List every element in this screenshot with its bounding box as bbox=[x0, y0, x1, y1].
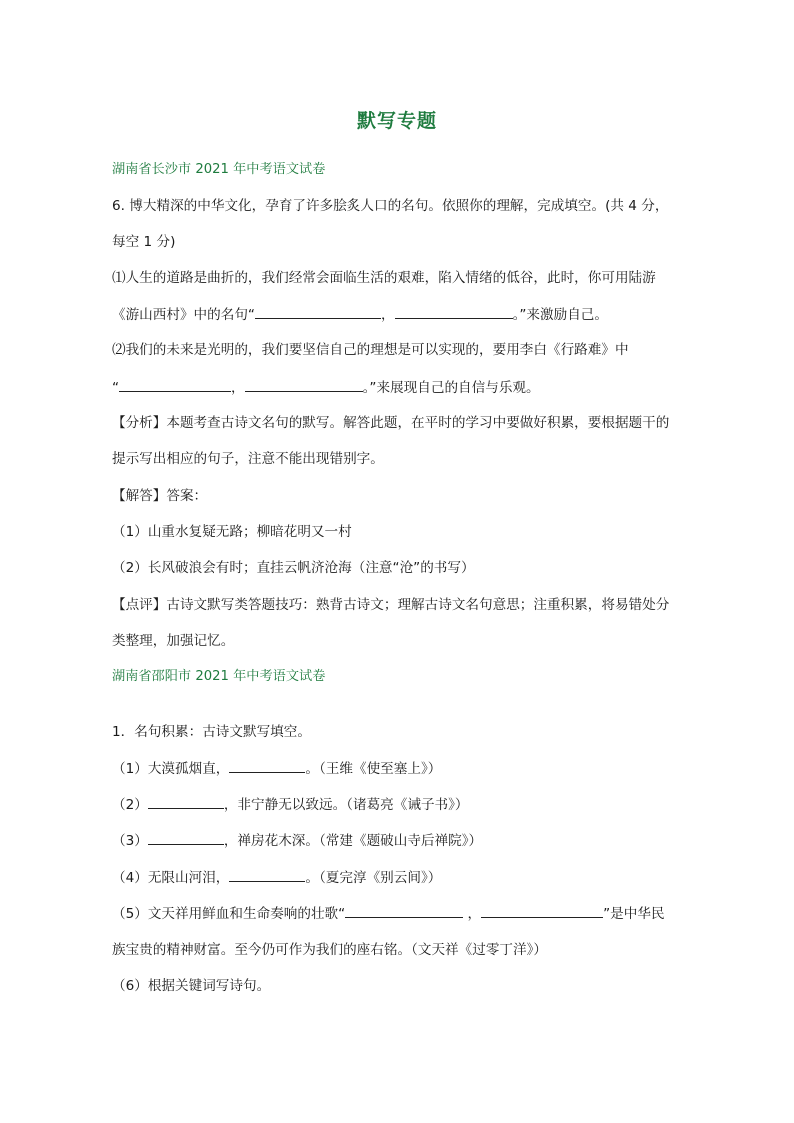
question-1-item-5-line2: 族宝贵的精神财富。至今仍可作为我们的座右铭。（文天祥《过零丁洋》） bbox=[112, 942, 547, 958]
question-6-sub1-line2 bbox=[112, 304, 692, 325]
question-1-item-5-line1 bbox=[112, 903, 692, 924]
text: （5）文天祥用鲜血和生命奏响的壮歌“ bbox=[112, 906, 346, 922]
fill-blank[interactable] bbox=[255, 304, 381, 319]
text: （1）大漠孤烟直， bbox=[112, 761, 230, 777]
text: ， bbox=[380, 307, 395, 323]
analysis-line1: 【分析】本题考查古诗文名句的默写。解答此题，在平时的学习中要做好积累，要根据题干的 bbox=[112, 415, 670, 431]
fill-blank[interactable] bbox=[229, 867, 305, 882]
comment-line2: 类整理，加强记忆。 bbox=[112, 633, 235, 649]
page-title: 默写专题 bbox=[356, 110, 437, 132]
question-1-item-1 bbox=[112, 758, 692, 779]
comment-line1: 【点评】古诗文默写类答题技巧：熟背古诗文；理解古诗文名句意思；注重积累，将易错处分 bbox=[112, 597, 670, 613]
section-heading-shaoyang: 湖南省邵阳市 2021 年中考语文试卷 bbox=[112, 669, 326, 684]
text: “ bbox=[112, 380, 120, 396]
text: （3） bbox=[112, 833, 148, 849]
text: 。”来展现自己的自信与乐观。 bbox=[362, 380, 540, 396]
text: 。（夏完淳《别云间》） bbox=[305, 870, 442, 886]
text: ，禅房花木深。（常建《题破山寺后禅院》） bbox=[223, 833, 483, 849]
fill-blank[interactable] bbox=[345, 903, 463, 918]
question-1-stem: 1．名句积累：古诗文默写填空。 bbox=[112, 724, 311, 740]
answer-1: （1）山重水复疑无路；柳暗花明又一村 bbox=[112, 524, 352, 540]
fill-blank[interactable] bbox=[119, 377, 231, 392]
answer-2: （2）长风破浪会有时；直挂云帆济沧海（注意“沧”的书写） bbox=[112, 560, 475, 576]
text: ， bbox=[231, 380, 245, 396]
question-6-sub1-line1: ⑴人生的道路是曲折的，我们经常会面临生活的艰难，陷入情绪的低谷，此时，你可用陆游 bbox=[112, 270, 656, 286]
fill-blank[interactable] bbox=[229, 758, 305, 773]
text: ， bbox=[463, 906, 482, 922]
text: （2） bbox=[112, 797, 148, 813]
text: ，非宁静无以致远。（诸葛亮《诫子书》） bbox=[223, 797, 469, 813]
section-heading-changsha: 湖南省长沙市 2021 年中考语文试卷 bbox=[112, 162, 326, 177]
text: 《游山西村》中的名句“ bbox=[112, 307, 255, 323]
question-6-stem-line1: 6. 博大精深的中华文化，孕育了许多脍炙人口的名句。依照你的理解，完成填空。(共 4 分， bbox=[112, 198, 669, 214]
text: 。（王维《使至塞上》） bbox=[305, 761, 442, 777]
text: （4）无限山河泪， bbox=[112, 870, 230, 886]
question-1-item-4 bbox=[112, 867, 692, 888]
question-1-item-2 bbox=[112, 794, 692, 815]
text: ”是中华民 bbox=[603, 906, 665, 922]
fill-blank[interactable] bbox=[245, 377, 363, 392]
question-6-stem-line2: 每空 1 分) bbox=[112, 234, 176, 250]
question-6-sub2-line1: ⑵我们的未来是光明的，我们要坚信自己的理想是可以实现的，要用李白《行路难》中 bbox=[112, 342, 629, 358]
fill-blank[interactable] bbox=[481, 903, 603, 918]
fill-blank[interactable] bbox=[395, 304, 513, 319]
question-6-sub2-line2 bbox=[112, 377, 692, 398]
answer-label: 【解答】答案： bbox=[112, 488, 208, 504]
analysis-line2: 提示写出相应的句子，注意不能出现错别字。 bbox=[112, 451, 384, 467]
question-1-item-6: （6）根据关键词写诗句。 bbox=[112, 978, 271, 994]
text: 。”来激励自己。 bbox=[512, 307, 608, 323]
fill-blank[interactable] bbox=[148, 794, 224, 809]
fill-blank[interactable] bbox=[148, 830, 224, 845]
question-1-item-3 bbox=[112, 830, 692, 851]
